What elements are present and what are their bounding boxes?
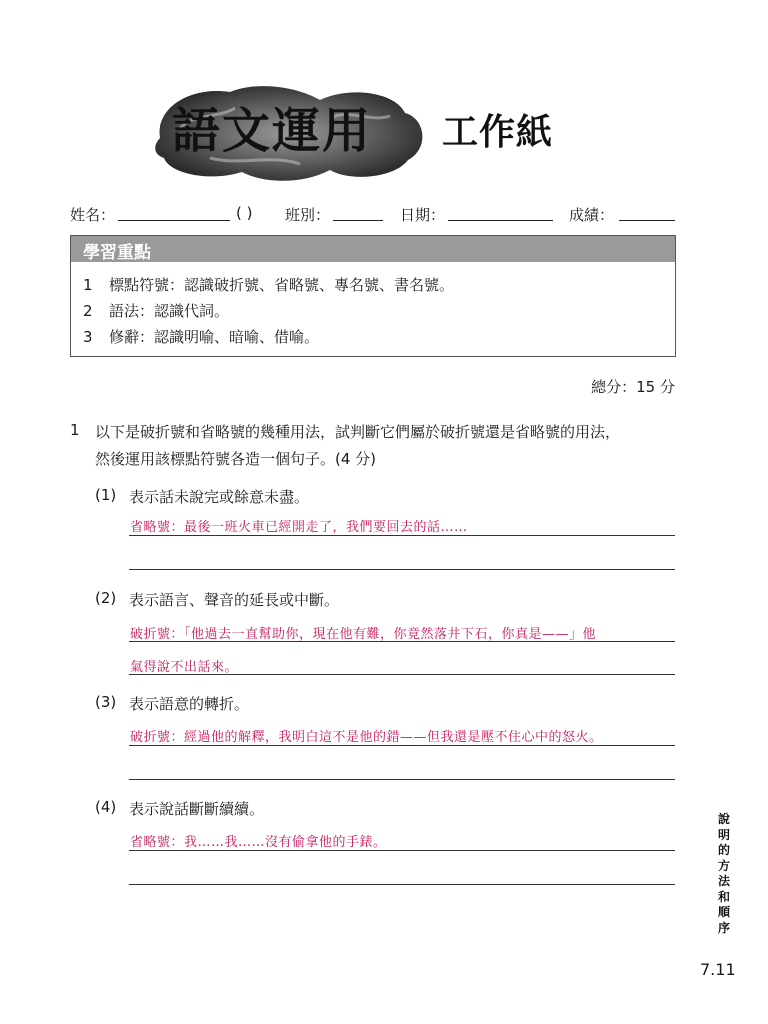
answer-text-continued: 氣得說不出話來。 [130, 660, 239, 675]
score-field[interactable] [619, 220, 675, 221]
answer-text: 破折號：經過他的解釋，我明白這不是他的錯——但我還是壓不住心中的怒火。 [130, 730, 603, 745]
score-label: 成績： [569, 206, 615, 224]
study-item-text: 修辭：認識明喻、暗喻、借喻。 [109, 328, 320, 346]
answer-line[interactable] [129, 641, 675, 642]
sub-question-prompt: 表示語意的轉折。 [129, 695, 250, 713]
sub-question-number: (1) [95, 486, 117, 504]
answer-line[interactable] [129, 569, 675, 570]
answer-text: 破折號：「他過去一直幫助你，現在他有難，你竟然落井下石，你真是——」他 [130, 627, 597, 642]
study-item-number: 3 [83, 328, 93, 346]
sub-question-number: (4) [95, 798, 117, 816]
study-item-text: 語法：認識代詞。 [109, 302, 230, 320]
title-main: 語文運用 [172, 103, 373, 159]
answer-line[interactable] [129, 745, 675, 746]
answer-line[interactable] [129, 779, 675, 780]
total-score: 總分：15 分 [591, 378, 675, 396]
class-number-bracket: ( ) [236, 204, 253, 222]
chapter-side-label: 說明的方法和順序 [717, 812, 730, 935]
study-focus-item [83, 274, 454, 295]
study-item-text: 標點符號：認識破折號、省略號、專名號、書名號。 [109, 276, 455, 294]
answer-text: 省略號：我……我……沒有偷拿他的手錶。 [130, 835, 387, 850]
study-focus-header [71, 236, 675, 262]
date-field[interactable] [448, 220, 553, 221]
worksheet-title [150, 78, 620, 188]
sub-question-prompt: 表示說話斷斷續續。 [129, 800, 265, 818]
study-item-number: 2 [83, 302, 93, 320]
name-label: 姓名： [70, 206, 116, 224]
answer-line[interactable] [129, 850, 675, 851]
class-label: 班別： [285, 206, 331, 224]
page-number: 7.11 [700, 960, 736, 979]
study-item-number: 1 [83, 276, 93, 294]
sub-question-prompt: 表示語言、聲音的延長或中斷。 [129, 591, 340, 609]
question-text-line2: 然後運用該標點符號各造一個句子。(4 分) [95, 450, 377, 468]
study-focus-box [70, 235, 676, 357]
title-sub: 工作紙 [442, 112, 554, 153]
date-label: 日期： [400, 206, 446, 224]
sub-question-prompt: 表示話未說完或餘意未盡。 [129, 488, 310, 506]
class-field[interactable] [333, 220, 383, 221]
sub-question-number: (3) [95, 693, 117, 711]
answer-text: 省略號：最後一班火車已經開走了，我們要回去的話…… [130, 520, 468, 535]
answer-line[interactable] [129, 535, 675, 536]
answer-line[interactable] [129, 884, 675, 885]
question-text-line1: 以下是破折號和省略號的幾種用法，試判斷它們屬於破折號還是省略號的用法， [95, 423, 621, 441]
question-number: 1 [70, 421, 80, 439]
study-focus-title: 學習重點 [83, 243, 151, 263]
sub-question-number: (2) [95, 589, 117, 607]
study-focus-item [83, 300, 229, 321]
answer-line[interactable] [129, 674, 675, 675]
name-field[interactable] [118, 220, 230, 221]
study-focus-item [83, 326, 319, 347]
